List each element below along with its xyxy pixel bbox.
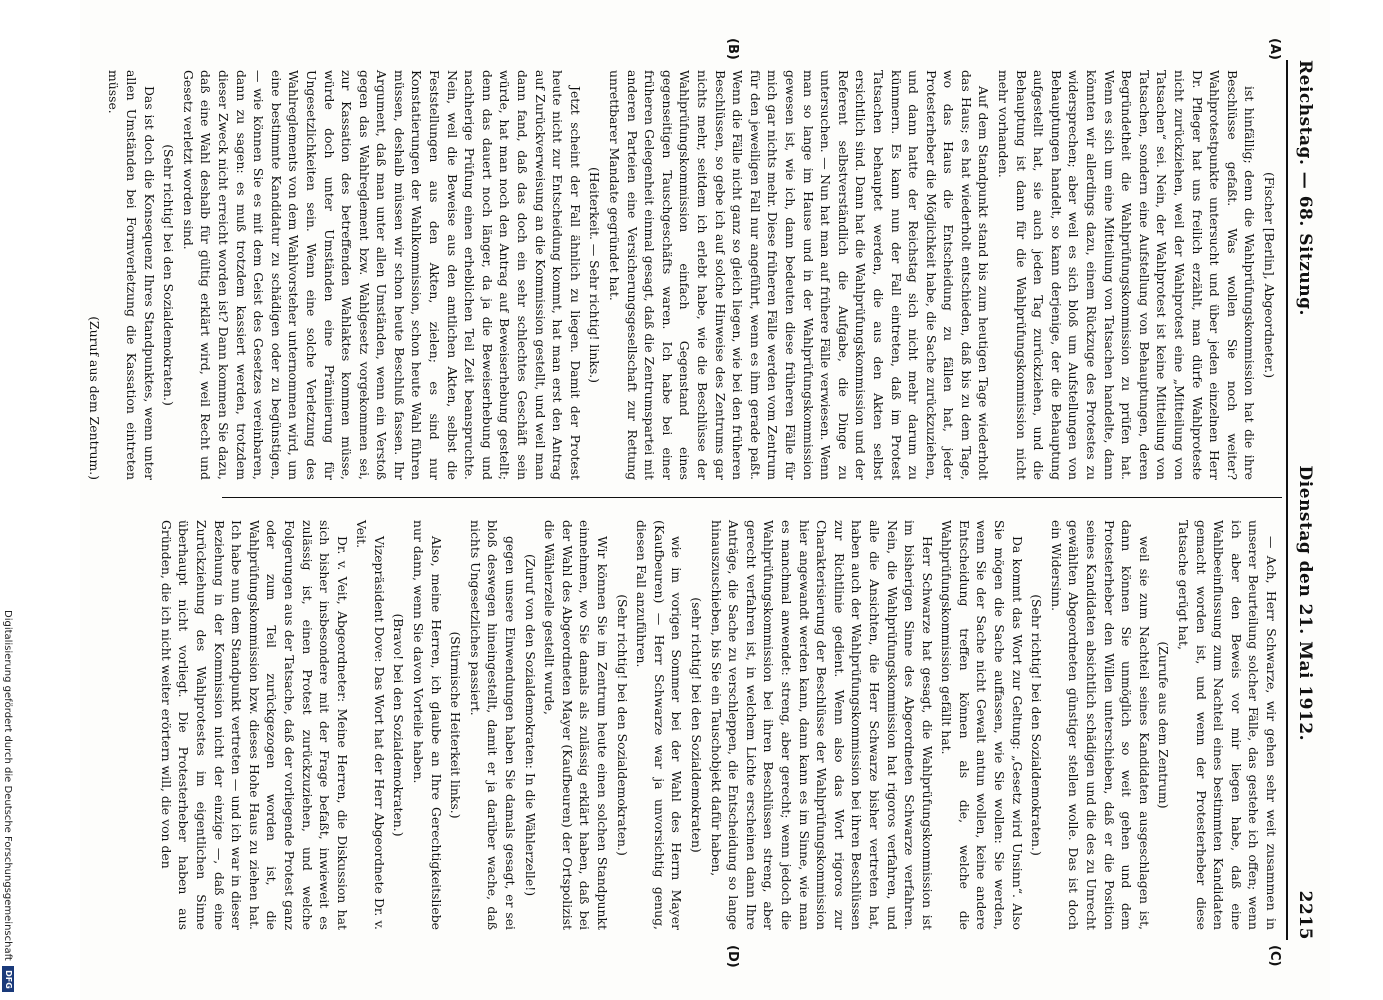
paragraph: Da kommt das Wort zur Geltung: „Gesetz wird Unsinn“. Also Sie mögen die Sache auffassen, wie Sie wollen: Sie werden, wenn Sie der Sache nicht Gewalt antun wollen, keine andere Entscheidung treffen können als die, welche die Wahlprüfungskommission gefällt hat. xyxy=(939,520,1025,930)
interjection: (Sehr richtig! bei den Sozialdemokraten.) xyxy=(1029,594,1045,856)
margin-marker-d: (D) xyxy=(725,945,740,968)
digitization-credit xyxy=(0,0,16,1000)
paragraph: wie im vorigen Sommer bei der Wahl des Herrn Mayer (Kaufbeuren) — Herr Schwarze war ja unvorsichtig genug, diesen Fall anzuführen. xyxy=(634,520,685,930)
paragraph: Auf dem Standpunkt stand bis zum heutigen Tage wiederholt das Haus; es hat wiederholt entschieden, daß bis zu dem Tage, wo das Haus die Entscheidung zu fällen hat, jeder Protesterheber die Möglichkeit habe, die Sache zurückzuziehen, und dann hatte der Reichstag sich nicht mehr darum zu kümmern. Es kann nun der Fall eintreten, daß im Protest Tatsachen behauptet werden, die aus den Akten selbst ersichtlich sind. Dann hat die Wahlprüfungskommission und der Referent selbstverständlich die Aufgabe, die Dinge zu untersuchen. — Nun hat man auf frühere Fälle verwiesen. Wenn man so lange im Hause und in der Wahlprüfungskommission gewesen ist, wie ich, dann bedeuten diese früheren Fälle für mich gar nichts mehr. Diese früheren Fälle werden vom Zentrum für den jeweiligen Fall nur angeführt, wenn es ihm gerade paßt. Wenn die Fälle nicht ganz so gleich liegen, wie bei den früheren Beschlüssen, so gebe ich auf solche Hinweise des Zentrums gar nichts mehr, seitdem ich erlebt habe, wie die Beschlüsse der Wahlprüfungskommission einfach Gegenstand eines gegenseitigen Tauschgeschäfts waren. Ich habe bei einer früheren Gelegenheit einmal gesagt, daß die Zentrumspartei mit anderen Parteien eine Versicherungsgesellschaft zur Rettung unrettbarer Mandate gegründet hat. xyxy=(607,70,992,480)
interjection: (Heiterkeit. — Sehr richtig! links.) xyxy=(587,167,603,383)
header-date: Dienstag den 21. Mai 1912. xyxy=(1295,465,1315,742)
margin-marker-a: (A) xyxy=(1267,38,1282,60)
paragraph: Wir können Sie im Zentrum heute einen solchen Standpunkt einnehmen, wo Sie damals als zulässig erklärt haben, daß bei der Wahl des Abgeordneten Mayer (Kaufbeuren) der Ortspolizist die Wählerzelle gestellt wurde, xyxy=(542,520,611,930)
paragraph: Jetzt scheint der Fall ähnlich zu liegen. Damit der Protest heute nicht zur Entscheidung kommt, hat man erst den Antrag auf Zurückverweisung an die Kommission gestellt, und weil man dann fand, daß das doch ein sehr schlechtes Geschäft sein würde, hat man noch den Antrag auf Beweiserhebung gestellt; denn das dauert noch länger, da ja die Beweiserhebung und nachherige Prüfung einen erheblichen Teil Zeit beanspruchte. Nein, weil die Beweise aus den amtlichen Akten, selbst die Feststellungen aus den Akten, zielen; es sind nur Konstatierungen der Wahlkommission, schon heute Wahl führen müssen, deshalb müssen wir schon heute Beschluß fassen. Ihr Argument, daß man unter allen Umständen, wenn ein Verstoß gegen das Wahlreglement bzw. Wahlgesetz vorgekommen sei, zur Kassation des betreffenden Wahlaktes kommen müsse, würde doch unter Umständen eine Prämiierung für Ungesetzlichkeiten sein. Wenn eine solche Verletzung des Wahlreglements von dem Wahlvorsteher unternommen wird, um eine bestimmte Kandidatur zu schädigen oder zu begünstigen, — wie können Sie es mit dem Geist des Gesetzes vereinbaren, dann zu sagen: es muß trotzdem kassiert werden, trotzdem dieser Zweck nicht erreicht worden ist? Dann kommen Sie dazu, daß eine Wahl deshalb für gültig erklärt wird, weil Recht und Gesetz verletzt worden sind. xyxy=(180,70,583,480)
margin-marker-c: (C) xyxy=(1267,945,1282,967)
paragraph: weil sie zum Nachteil seines Kandidaten ausgeschlagen ist, dann können Sie unmöglich so weit gehen und dem Protesterheber den Willen unterschieben, daß er die Position seines Kandidaten absichtlich schädigen und die des zu Unrecht gewählten Abgeordneten günstiger stellen wolle. Das ist doch ein Widersinn. xyxy=(1048,520,1152,930)
paragraph: Also, meine Herren, ich glaube an Ihre Gerechtigkeitsliebe nur dann, wenn Sie davon Vorteile haben. xyxy=(411,520,444,930)
interjection: (sehr richtig! bei den Sozialdemokraten) xyxy=(689,597,704,853)
paragraph: Vizepräsident Dove: Das Wort hat der Herr Abgeordnete Dr. v. Veit. xyxy=(354,520,387,930)
header-rule xyxy=(1286,60,1288,940)
paragraph: Das ist doch die Konsequenz Ihres Standpunktes, wenn unter allen Umständen bei Formverletzung die Kassation eintreten müsse. xyxy=(106,70,157,480)
left-column xyxy=(83,70,1280,480)
credit-text: Digitalisierung gefördert durch die Deutsche Forschungsgemeinschaft xyxy=(2,610,13,961)
dfg-logo xyxy=(2,966,14,992)
interjection: (Zurufe aus dem Zentrum) xyxy=(1156,641,1172,809)
page-number: 2215 xyxy=(1295,890,1315,940)
dfg-logo-text: DFG xyxy=(3,969,13,989)
page-header xyxy=(1290,60,1320,940)
newspaper-page xyxy=(80,0,1330,1000)
paragraph: ist hinfällig; denn die Wahlprüfungskommission hat die ihre Beschlüsse gefaßt. Was wollen Sie noch weiter? Wahlprotestpunkte untersucht und über jeden einzelnen Herr Dr. Pfleger hat uns freilich erzählt, man dürfe Wahlproteste nicht zurückziehen, weil der Wahlprotest eine „Mitteilung von Tatsachen“ sei. Nein, der Wahlprotest ist keine Mitteilung von Tatsachen, sondern eine Aufstellung von Behauptungen, deren Begründetheit die Wahlprüfungskommission zu prüfen hat. Wenn es sich um eine Mitteilung von Tatsachen handelte, dann könnten wir allerdings dazu, einem Rückzuge des Protestes zu widersprechen; aber weil es sich bloß um Aufstellungen von Behauptungen handelt, so kann derjenige, der die Behauptung aufgestellt hat, sie auch jeden Tag zurückziehen, und die Behauptung ist dann für die Wahlprüfungskommission nicht mehr vorhanden. xyxy=(996,70,1258,480)
paragraph: Dr. v. Veit, Abgeordneter: Meine Herren, die Diskussion hat sich bisher insbesondere mit der Frage befaßt, inwieweit es zulässig ist, einen Protest zurückzuziehen, und welche Folgerungen aus der Tatsache, daß der vorliegende Protest ganz oder zum Teil zurückgezogen worden ist, die Wahlprüfungskommission bzw. dieses Hohe Haus zu ziehen hat. Ich habe nun dem Standpunkt vertreten — und ich war in dieser Beziehung in der Kommission nicht der einzige —, daß eine Zurückziehung des Wahlprotestes im eigentlichen Sinne überhaupt nicht vorliegt. Die Protesterheber haben aus Gründen, die ich nicht weiter erörtern will, die von den xyxy=(158,520,350,930)
margin-marker-b: (B) xyxy=(725,38,740,60)
right-column xyxy=(155,520,1280,930)
column-divider xyxy=(222,497,1282,498)
interjection: (Sehr richtig! bei den Sozialdemokraten.) xyxy=(161,144,177,406)
paragraph: Herr Schwarze hat gesagt, die Wahlprüfungskommission ist im bisherigen Sinne des Abgeordneten Schwarze verfahren. Nein, die Wahlprüfungskommission hat rigoros verfahren, und alle die Ansichten, die Herr Schwarze bisher vertreten hat, haben auch der Wahlprüfungskommission bei ihren Beschlüssen zur Richtlinie gedient. Wenn also das Wort rigoros zur Charakterisierung der Beschlüsse der Wahlprüfungskommission hier angewandt werden kann, dann kann es im Sinne, wie man es manchmal anwendet: streng, aber gerecht; wenn jedoch die Wahlprüfungskommission bei ihren Beschlüssen streng, aber gerecht verfahren ist, in welchem Lichte erscheinen dann Ihre Anträge, die Sache zu verschleppen, die Entscheidung so lange hinauszuschieben, bis Sie ein Tauschobjekt dafür haben, xyxy=(708,520,935,930)
interjection: (Zuruf aus dem Zentrum.) xyxy=(86,316,102,480)
header-publication: Reichstag. — 68. Sitzung. xyxy=(1295,60,1315,316)
paragraph: gegen unsere Einwendungen haben Sie damals gesagt, er sei bloß deswegen hineingestellt, damit er ja darüber wache, daß nichts Ungesetzliches passiert. xyxy=(467,520,519,930)
paragraph: (Fischer [Berlin], Abgeordneter.) xyxy=(1262,171,1277,379)
interjection: (Stürmische Heiterkeit links.) xyxy=(448,631,464,819)
interjection: (Zuruf von den Sozialdemokraten: In die Wählerzelle!) xyxy=(522,553,538,897)
paragraph: — Ach, Herr Schwarze, wir gehen sehr weit zusammen in unserer Beurteilung solcher Fälle, das gestehe ich offen; wenn ich aber den Beweis vor mir liegen habe, daß eine Wahlbeeinflussung zum Nachteil eines bestimmten Kandidaten gemacht worden ist, und wenn der Protesterheber diese Tatsache gerügt hat, xyxy=(1176,520,1279,930)
interjection: (Sehr richtig! bei den Sozialdemokraten.) xyxy=(614,594,630,856)
interjection: (Bravo! bei den Sozialdemokraten.) xyxy=(391,613,407,837)
